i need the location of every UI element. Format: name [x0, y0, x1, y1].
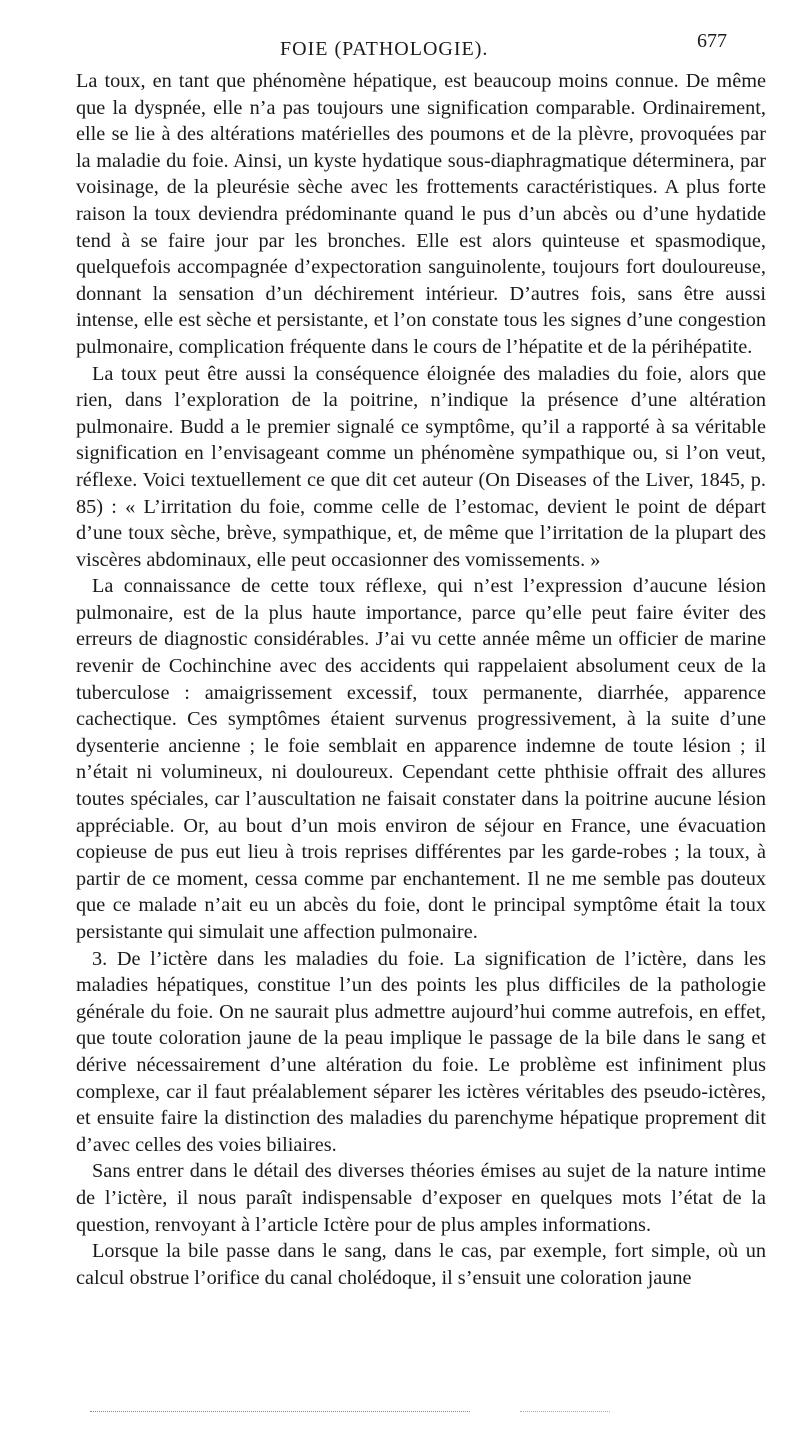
paragraph-case-report: La connaissance de cette toux réflexe, qui n’est l’expression d’aucune lésion pulmonaire, est de la plus haute importance, parce qu’elle peut faire éviter des erreurs de diagnostic considérables. J’ai vu cette année même un officier de marine revenir de Cochinchine avec des accidents qui rappelaient absolument ceux de la tuberculose : amaigrissement excessif, toux permanente, diarrhée, apparence cachectique. Ces symptômes étaient survenus progressivement, à la suite d’une dysenterie ancienne ; le foie semblait en apparence indemne de toute lésion ; il n’était ni volumineux, ni douloureux. Cependant cette phthisie offrait des allures toutes spéciales, car l’auscultation ne faisait constater dans la poitrine aucune lésion appréciable. Or, au bout d’un mois environ de séjour en France, une évacuation copieuse de pus eut lieu à trois reprises différentes par les garde-robes ; la toux, à partir de ce moment, cessa comme par enchantement. Il ne me semble pas douteux que ce malade n’ait eu un abcès du foie, dont le principal symptôme était la toux persistante qui simulait une affection pulmonaire. — [76, 575, 766, 943]
page-header — [0, 30, 800, 62]
paragraph-icterus-theories: Sans entrer dans le détail des diverses théories émises au sujet de la nature intime de l’ictère, il nous paraît indispensable d’exposer en quelques mots l’état de la question, renvoyant à l’article Ictère pour de plus amples informations. — [76, 1160, 766, 1236]
paragraph-cough-reflex: La toux peut être aussi la conséquence éloignée des maladies du foie, alors que rien, dans l’exploration de la poitrine, n’indique la présence d’une altération pulmonaire. Budd a le premier signalé ce symptôme, qu’il a rapporté à sa véritable signification en l’envisageant comme un phénomène sympathique ou, si l’on veut, réflexe. Voici textuellement ce que dit cet auteur (On Diseases of the Liver, 1845, p. 85) : « L’irritation du foie, comme celle de l’estomac, devient le point de départ d’une toux sèche, brève, sympathique, et, de même que l’irritation de la plupart des viscères abdominaux, elle peut occasionner des vomissements. » — [76, 362, 766, 571]
page-number: 677 — [697, 30, 727, 52]
footer-dotted-rule-right — [520, 1411, 610, 1412]
paragraph-cough-hepatic: La toux, en tant que phénomène hépatique, est beaucoup moins connue. De même que la dyspnée, elle n’a pas toujours une signification comparable. Ordinairement, elle se lie à des altérations matérielles des poumons et de la plèvre, provoquées par la maladie du foie. Ainsi, un kyste hydatique sous-diaphragmatique déterminera, par voisinage, de la pleurésie sèche avec les frottements caractéristiques. A plus forte raison la toux deviendra prédominante quand le pus d’un abcès ou d’une hydatide tend à se faire jour par les bronches. Elle est alors quinteuse et spasmodique, quelquefois accompagnée d’expectoration sanguinolente, toujours fort douloureuse, donnant la sensation d’un déchirement intérieur. D’autres fois, sans être aussi intense, elle est sèche et persistante, et l’on constate tous les signes d’une congestion pulmonaire, complication fréquente dans le cours de l’hépatite et de la périhépatite. — [76, 70, 766, 358]
running-head: FOIE (PATHOLOGIE). — [280, 38, 489, 60]
body-text — [76, 68, 766, 1291]
paragraph-icterus-section: 3. De l’ictère dans les maladies du foie. La signification de l’ictère, dans les maladies hépatiques, constitue l’un des points les plus difficiles de la pathologie générale du foie. On ne saurait plus admettre aujourd’hui comme autrefois, en effet, que toute coloration jaune de la peau implique le passage de la bile dans le sang et dérive nécessairement d’une altération du foie. Le problème est infiniment plus complexe, car il faut préalablement séparer les ictères véritables des pseudo-ictères, et ensuite faire la distinction des maladies du parenchyme hépatique proprement dit d’avec celles des voies biliaires. — [76, 947, 766, 1156]
footer-dotted-rule — [90, 1411, 470, 1412]
paragraph-bile-in-blood: Lorsque la bile passe dans le sang, dans le cas, par exemple, fort simple, où un calcul obstrue l’orifice du canal cholédoque, il s’ensuit une coloration jaune — [76, 1240, 766, 1289]
